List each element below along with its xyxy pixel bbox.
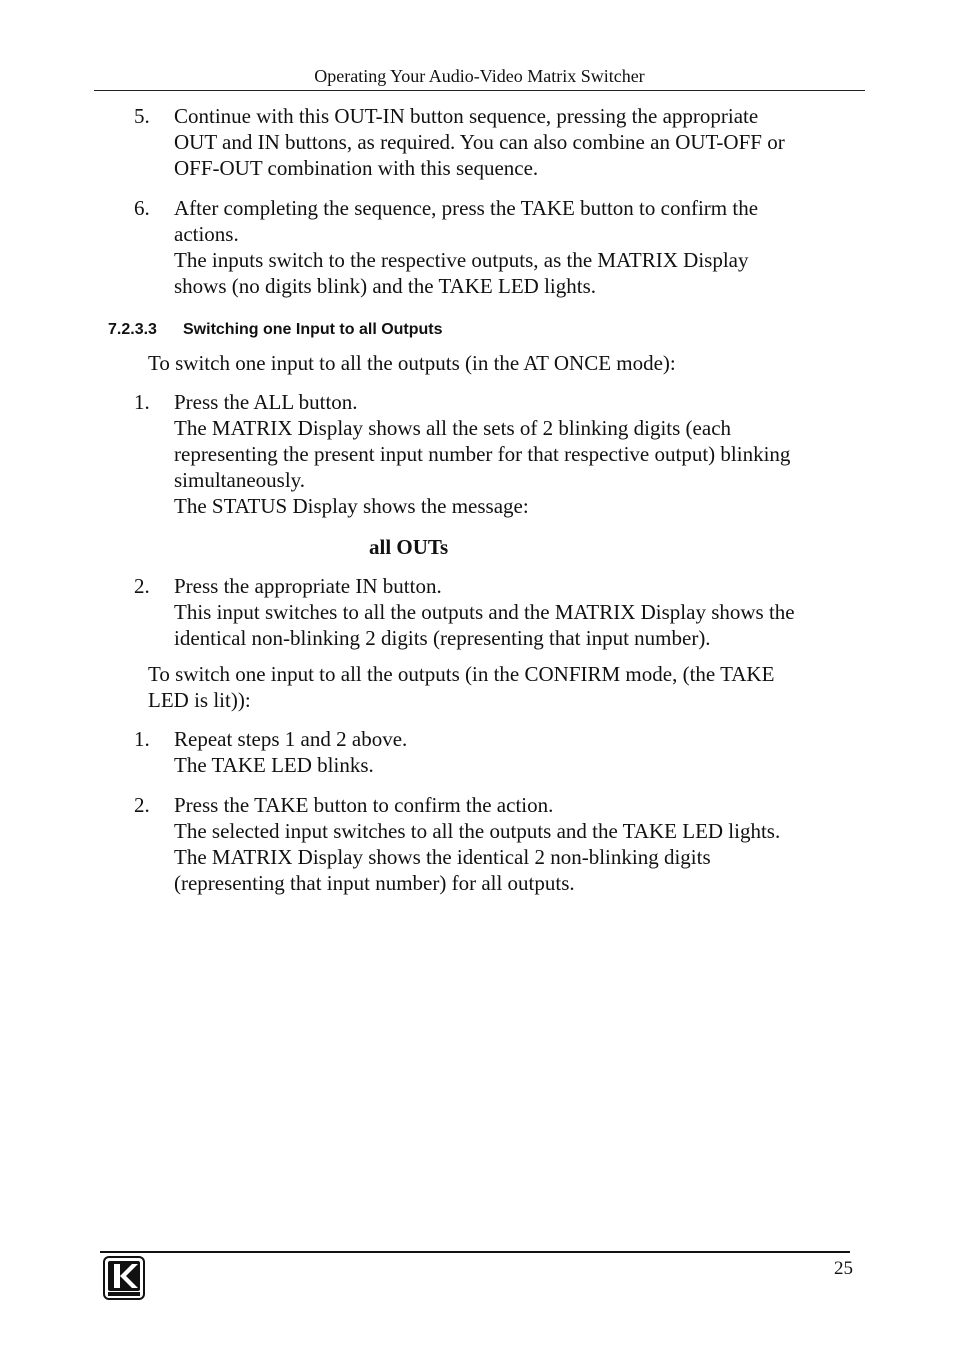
step-line: The TAKE LED blinks. xyxy=(174,753,374,777)
step-number: 1. xyxy=(134,727,150,751)
step-line: Repeat steps 1 and 2 above. xyxy=(174,727,408,751)
step-line: The selected input switches to all the outputs and the TAKE LED lights. xyxy=(174,819,781,843)
step-line: The inputs switch to the respective outputs, as the MATRIX Display xyxy=(174,248,749,272)
section-number: 7.2.3.3 xyxy=(108,321,157,338)
step-line: OFF-OUT combination with this sequence. xyxy=(174,156,539,180)
step-line: Press the appropriate IN button. xyxy=(174,574,442,598)
step-line: actions. xyxy=(174,222,239,246)
step-line: The STATUS Display shows the message: xyxy=(174,494,529,518)
footer-rule xyxy=(100,1251,850,1253)
page-number: 25 xyxy=(834,1258,853,1279)
step-number: 1. xyxy=(134,390,150,414)
step-line: simultaneously. xyxy=(174,468,306,492)
running-header: Operating Your Audio-Video Matrix Switcher xyxy=(94,64,865,91)
step-line: The MATRIX Display shows all the sets of 2 blinking digits (each xyxy=(174,416,732,440)
step-line: representing the present input number for that respective output) blinking xyxy=(174,442,791,466)
step-line: After completing the sequence, press the TAKE button to confirm the xyxy=(174,196,759,220)
step-number: 2. xyxy=(134,793,150,817)
kramer-logo-icon xyxy=(103,1256,145,1300)
intro-line: LED is lit)): xyxy=(148,688,251,712)
step-line: Continue with this OUT-IN button sequence, pressing the appropriate xyxy=(174,104,759,128)
section-heading xyxy=(108,319,443,341)
status-message: all OUTs xyxy=(369,535,449,559)
step-line: The MATRIX Display shows the identical 2 non-blinking digits xyxy=(174,845,711,869)
section-title: Switching one Input to all Outputs xyxy=(183,321,443,338)
step-line: shows (no digits blink) and the TAKE LED lights. xyxy=(174,274,596,298)
step-line: This input switches to all the outputs and the MATRIX Display shows the xyxy=(174,600,795,624)
intro-paragraph xyxy=(148,661,858,713)
intro-line: To switch one input to all the outputs (in the CONFIRM mode, (the TAKE xyxy=(148,662,775,686)
step-line: (representing that input number) for all outputs. xyxy=(174,871,575,895)
step-number: 2. xyxy=(134,574,150,598)
intro-paragraph: To switch one input to all the outputs (in the AT ONCE mode): xyxy=(148,351,676,375)
step-line: Press the ALL button. xyxy=(174,390,358,414)
step-number: 5. xyxy=(134,104,150,128)
step-line: identical non-blinking 2 digits (representing that input number). xyxy=(174,626,711,650)
step-line: OUT and IN buttons, as required. You can also combine an OUT-OFF or xyxy=(174,130,785,154)
step-line: Press the TAKE button to confirm the action. xyxy=(174,793,554,817)
step-number: 6. xyxy=(134,196,150,220)
